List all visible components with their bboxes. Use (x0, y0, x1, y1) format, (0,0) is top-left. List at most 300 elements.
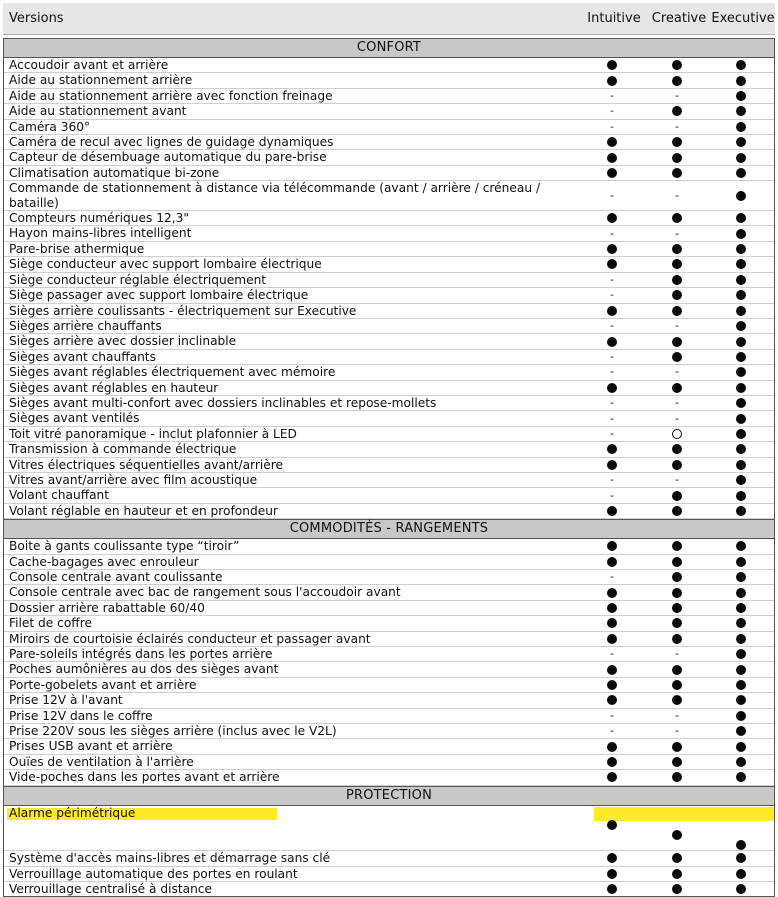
table-row (4, 365, 774, 380)
section-header: PROTECTION (4, 786, 774, 806)
standard-dot-icon (736, 414, 746, 424)
row-label-text: Volant chauffant (9, 488, 110, 503)
row-label-text: Aide au stationnement avant (9, 104, 187, 119)
row-label-text: Cache-bagages avec enrouleur (9, 554, 199, 569)
not-available-dash: - (610, 119, 614, 133)
mark-creative (662, 58, 692, 72)
mark-creative (662, 181, 692, 210)
standard-dot-icon (736, 726, 746, 736)
row-label-text: Sièges arrière coulissants - électriquement sur Executive (9, 303, 357, 318)
standard-dot-icon (607, 853, 617, 863)
mark-intuitive (597, 73, 627, 87)
mark-intuitive (597, 851, 627, 865)
table-row (4, 851, 774, 866)
table-row (4, 58, 774, 73)
standard-dot-icon (607, 213, 617, 223)
standard-dot-icon (736, 290, 746, 300)
versions-header: Versions (9, 11, 64, 26)
mark-intuitive (597, 616, 627, 630)
header-bar (3, 3, 775, 35)
row-label-text: Ouïes de ventilation à l'arrière (9, 754, 194, 769)
row-label (4, 770, 569, 784)
standard-dot-icon (607, 695, 617, 705)
standard-dot-icon (736, 506, 746, 516)
not-available-dash: - (610, 319, 614, 333)
mark-executive (726, 662, 756, 676)
standard-dot-icon (736, 460, 746, 470)
mark-creative (662, 273, 692, 287)
mark-intuitive (597, 442, 627, 456)
standard-dot-icon (607, 541, 617, 551)
mark-intuitive (597, 89, 627, 103)
standard-dot-icon (736, 711, 746, 721)
row-label (4, 211, 569, 225)
mark-intuitive (597, 104, 627, 118)
equipment-table (3, 38, 775, 897)
table-row (4, 662, 774, 677)
standard-dot-icon (736, 853, 746, 863)
table-row (4, 73, 774, 88)
mark-executive (726, 585, 756, 599)
standard-dot-icon (672, 275, 682, 285)
row-label (4, 678, 569, 692)
mark-intuitive (597, 678, 627, 692)
mark-executive (726, 304, 756, 318)
table-row (4, 585, 774, 600)
table-row (4, 770, 774, 785)
table-row (4, 806, 774, 851)
table-row (4, 882, 774, 896)
standard-dot-icon (736, 742, 746, 752)
table-row (4, 319, 774, 334)
mark-creative (662, 226, 692, 240)
not-available-dash: - (675, 647, 679, 661)
row-label-text: Vitres électriques séquentielles avant/arrière (9, 457, 283, 472)
table-row (4, 257, 774, 272)
standard-dot-icon (736, 588, 746, 598)
not-available-dash: - (675, 724, 679, 738)
row-label (4, 739, 569, 753)
row-label (4, 89, 569, 103)
mark-creative (662, 350, 692, 364)
standard-dot-icon (672, 137, 682, 147)
not-available-dash: - (610, 473, 614, 487)
not-available-dash: - (610, 272, 614, 286)
row-label-text: Sièges arrière chauffants (9, 318, 162, 333)
not-available-dash: - (610, 396, 614, 410)
table-row (4, 755, 774, 770)
standard-dot-icon (736, 137, 746, 147)
standard-dot-icon (607, 259, 617, 269)
table-row (4, 570, 774, 585)
standard-dot-icon (607, 757, 617, 767)
table-row (4, 350, 774, 365)
row-label (4, 662, 569, 676)
standard-dot-icon (672, 244, 682, 254)
mark-creative (662, 319, 692, 333)
standard-dot-icon (672, 383, 682, 393)
table-row (4, 693, 774, 708)
standard-dot-icon (607, 168, 617, 178)
table-row (4, 739, 774, 754)
not-available-dash: - (675, 319, 679, 333)
standard-dot-icon (672, 76, 682, 86)
standard-dot-icon (736, 168, 746, 178)
mark-creative (662, 120, 692, 134)
mark-intuitive (597, 820, 627, 830)
standard-dot-icon (736, 122, 746, 132)
mark-creative (662, 488, 692, 502)
mark-intuitive (597, 755, 627, 769)
mark-executive (726, 73, 756, 87)
row-label (4, 181, 569, 210)
standard-dot-icon (736, 259, 746, 269)
table-row (4, 273, 774, 288)
standard-dot-icon (672, 557, 682, 567)
standard-dot-icon (736, 869, 746, 879)
mark-executive (726, 504, 756, 518)
mark-creative (662, 585, 692, 599)
mark-creative (662, 616, 692, 630)
standard-dot-icon (672, 444, 682, 454)
standard-dot-icon (736, 213, 746, 223)
row-label-text: Prise 12V à l'avant (9, 693, 123, 708)
standard-dot-icon (607, 884, 617, 894)
mark-intuitive (597, 867, 627, 881)
standard-dot-icon (672, 337, 682, 347)
mark-creative (662, 678, 692, 692)
table-row (4, 288, 774, 303)
mark-executive (726, 755, 756, 769)
not-available-dash: - (610, 89, 614, 103)
not-available-dash: - (610, 488, 614, 502)
mark-executive (726, 678, 756, 692)
mark-executive (726, 570, 756, 584)
standard-dot-icon (672, 572, 682, 582)
mark-intuitive (597, 709, 627, 723)
mark-intuitive (597, 770, 627, 784)
mark-executive (726, 381, 756, 395)
standard-dot-icon (607, 618, 617, 628)
mark-intuitive (597, 555, 627, 569)
row-label (4, 585, 569, 599)
row-label-text: Système d'accès mains-libres et démarrage sans clé (9, 851, 331, 866)
table-row (4, 150, 774, 165)
row-label-text: Commande de stationnement à distance via télécommande (avant / arrière / créneau / bataille) (9, 181, 541, 210)
mark-intuitive (597, 319, 627, 333)
mark-creative (662, 739, 692, 753)
mark-executive (726, 427, 756, 441)
standard-dot-icon (607, 383, 617, 393)
mark-creative (662, 242, 692, 256)
standard-dot-icon (672, 259, 682, 269)
row-label (4, 73, 569, 87)
table-row (4, 867, 774, 882)
standard-dot-icon (736, 603, 746, 613)
row-label-text: Transmission à commande électrique (9, 442, 237, 457)
mark-creative (662, 724, 692, 738)
table-row (4, 381, 774, 396)
standard-dot-icon (736, 429, 746, 439)
mark-executive (726, 601, 756, 615)
mark-intuitive (597, 211, 627, 225)
row-label (4, 273, 569, 287)
mark-creative (662, 89, 692, 103)
row-label (4, 150, 569, 164)
mark-executive (726, 211, 756, 225)
standard-dot-icon (736, 337, 746, 347)
mark-executive (726, 120, 756, 134)
standard-dot-icon (672, 290, 682, 300)
row-label-text: Siège conducteur avec support lombaire électrique (9, 257, 322, 272)
row-label (4, 755, 569, 769)
mark-creative (662, 104, 692, 118)
row-label-text: Compteurs numériques 12,3" (9, 211, 189, 226)
row-label-text: Vitres avant/arrière avec film acoustique (9, 472, 258, 487)
not-available-dash: - (610, 647, 614, 661)
row-label (4, 257, 569, 271)
not-available-dash: - (610, 570, 614, 584)
standard-dot-icon (672, 306, 682, 316)
standard-dot-icon (672, 213, 682, 223)
row-label (4, 693, 569, 707)
standard-dot-icon (607, 742, 617, 752)
mark-executive (726, 135, 756, 149)
not-available-dash: - (675, 188, 679, 202)
mark-executive (726, 104, 756, 118)
mark-intuitive (597, 601, 627, 615)
standard-dot-icon (672, 869, 682, 879)
mark-executive (726, 166, 756, 180)
mark-executive (726, 89, 756, 103)
row-label-text: Siège conducteur réglable électriquement (9, 272, 267, 287)
row-label (4, 334, 569, 348)
mark-executive (726, 739, 756, 753)
standard-dot-icon (672, 618, 682, 628)
standard-dot-icon (672, 106, 682, 116)
table-row (4, 166, 774, 181)
table-row (4, 504, 774, 519)
mark-executive (726, 257, 756, 271)
standard-dot-icon (607, 772, 617, 782)
mark-executive (726, 770, 756, 784)
row-label (4, 632, 569, 646)
mark-intuitive (597, 166, 627, 180)
table-row (4, 242, 774, 257)
standard-dot-icon (736, 572, 746, 582)
standard-dot-icon (672, 153, 682, 163)
mark-intuitive (597, 304, 627, 318)
mark-executive (726, 58, 756, 72)
standard-dot-icon (672, 695, 682, 705)
table-row (4, 120, 774, 135)
mark-intuitive (597, 662, 627, 676)
mark-intuitive (597, 257, 627, 271)
mark-intuitive (597, 181, 627, 210)
table-row (4, 411, 774, 426)
row-label-text: Dossier arrière rabattable 60/40 (9, 600, 205, 615)
row-label-text: Console centrale avant coulissante (9, 570, 223, 584)
row-label (4, 242, 569, 256)
row-label (4, 166, 569, 180)
mark-executive (726, 488, 756, 502)
table-row (4, 539, 774, 554)
mark-creative (662, 442, 692, 456)
mark-intuitive (597, 58, 627, 72)
mark-creative (662, 570, 692, 584)
mark-creative (662, 851, 692, 865)
mark-intuitive (597, 488, 627, 502)
standard-dot-icon (736, 244, 746, 254)
row-label (4, 319, 569, 333)
mark-intuitive (597, 458, 627, 472)
mark-creative (662, 601, 692, 615)
standard-dot-icon (607, 820, 617, 830)
standard-dot-icon (672, 352, 682, 362)
mark-executive (726, 473, 756, 487)
row-label-text: Poches aumônières au dos des sièges avant (9, 662, 279, 677)
mark-intuitive (597, 724, 627, 738)
standard-dot-icon (736, 106, 746, 116)
standard-dot-icon (607, 665, 617, 675)
mark-intuitive (597, 396, 627, 410)
row-label (4, 104, 569, 118)
marks-highlight (594, 807, 774, 821)
mark-intuitive (597, 693, 627, 707)
row-label (4, 555, 569, 569)
standard-dot-icon (672, 168, 682, 178)
standard-dot-icon (607, 588, 617, 598)
mark-intuitive (597, 381, 627, 395)
mark-creative (662, 427, 692, 441)
standard-dot-icon (672, 541, 682, 551)
standard-dot-icon (672, 491, 682, 501)
row-label-text: Prise 220V sous les sièges arrière (inclus avec le V2L) (9, 724, 337, 739)
row-label-text: Aide au stationnement arrière (9, 73, 193, 88)
row-label (4, 724, 569, 738)
row-label (4, 135, 569, 149)
row-label (4, 288, 569, 302)
standard-dot-icon (607, 460, 617, 470)
not-available-dash: - (610, 104, 614, 118)
standard-dot-icon (736, 229, 746, 239)
standard-dot-icon (672, 757, 682, 767)
mark-creative (662, 473, 692, 487)
standard-dot-icon (607, 137, 617, 147)
mark-executive (726, 181, 756, 210)
standard-dot-icon (736, 398, 746, 408)
standard-dot-icon (607, 244, 617, 254)
standard-dot-icon (736, 541, 746, 551)
row-label (4, 488, 569, 502)
standard-dot-icon (607, 869, 617, 879)
standard-dot-icon (607, 153, 617, 163)
row-label (4, 120, 569, 134)
row-label-text: Sièges arrière avec dossier inclinable (9, 334, 237, 349)
standard-dot-icon (607, 60, 617, 70)
row-label-text: Verrouillage centralisé à distance (9, 881, 213, 896)
table-row (4, 647, 774, 662)
section-header: CONFORT (4, 39, 774, 58)
table-row (4, 135, 774, 150)
row-label (4, 504, 569, 518)
row-label-text: Accoudoir avant et arrière (9, 58, 169, 72)
table-row (4, 334, 774, 349)
row-label (4, 601, 569, 615)
mark-creative (662, 334, 692, 348)
row-label-text: Siège passager avec support lombaire électrique (9, 288, 309, 303)
row-label-text: Sièges avant réglables électriquement avec mémoire (9, 365, 336, 380)
row-label (4, 58, 569, 72)
row-label (4, 570, 569, 584)
row-label (4, 365, 569, 379)
mark-executive (726, 350, 756, 364)
not-available-dash: - (675, 396, 679, 410)
row-label (4, 882, 569, 896)
table-row (4, 181, 774, 211)
standard-dot-icon (607, 337, 617, 347)
mark-creative (662, 867, 692, 881)
row-label (4, 867, 569, 881)
mark-creative (662, 504, 692, 518)
table-row (4, 211, 774, 226)
standard-dot-icon (672, 460, 682, 470)
row-label (4, 350, 569, 364)
row-label-text: Verrouillage automatique des portes en roulant (9, 866, 298, 881)
standard-dot-icon (736, 191, 746, 201)
standard-dot-icon (672, 506, 682, 516)
row-label-text: Filet de coffre (9, 616, 92, 631)
row-label (4, 647, 569, 661)
mark-executive (726, 882, 756, 896)
mark-executive (726, 365, 756, 379)
standard-dot-icon (672, 634, 682, 644)
not-available-dash: - (610, 226, 614, 240)
table-row (4, 89, 774, 104)
mark-executive (726, 442, 756, 456)
standard-dot-icon (672, 830, 682, 840)
not-available-dash: - (610, 411, 614, 425)
mark-creative (662, 647, 692, 661)
mark-executive (726, 319, 756, 333)
mark-creative (662, 770, 692, 784)
mark-intuitive (597, 150, 627, 164)
row-label-text: Climatisation automatique bi-zone (9, 165, 220, 180)
table-row (4, 709, 774, 724)
mark-creative (662, 396, 692, 410)
row-label-text: Prise 12V dans le coffre (9, 708, 153, 723)
not-available-dash: - (610, 188, 614, 202)
standard-dot-icon (607, 506, 617, 516)
mark-intuitive (597, 647, 627, 661)
table-row (4, 104, 774, 119)
mark-intuitive (597, 632, 627, 646)
mark-executive (726, 288, 756, 302)
table-row (4, 488, 774, 503)
standard-dot-icon (607, 634, 617, 644)
standard-dot-icon (736, 557, 746, 567)
mark-executive (726, 693, 756, 707)
row-label-text: Sièges avant multi-confort avec dossiers inclinables et repose-mollets (9, 395, 437, 410)
row-label-text: Alarme périmétrique (9, 805, 136, 820)
standard-dot-icon (736, 840, 746, 850)
mark-intuitive (597, 242, 627, 256)
mark-creative (662, 662, 692, 676)
mark-executive (726, 709, 756, 723)
not-available-dash: - (610, 708, 614, 722)
row-label (4, 442, 569, 456)
standard-dot-icon (607, 444, 617, 454)
